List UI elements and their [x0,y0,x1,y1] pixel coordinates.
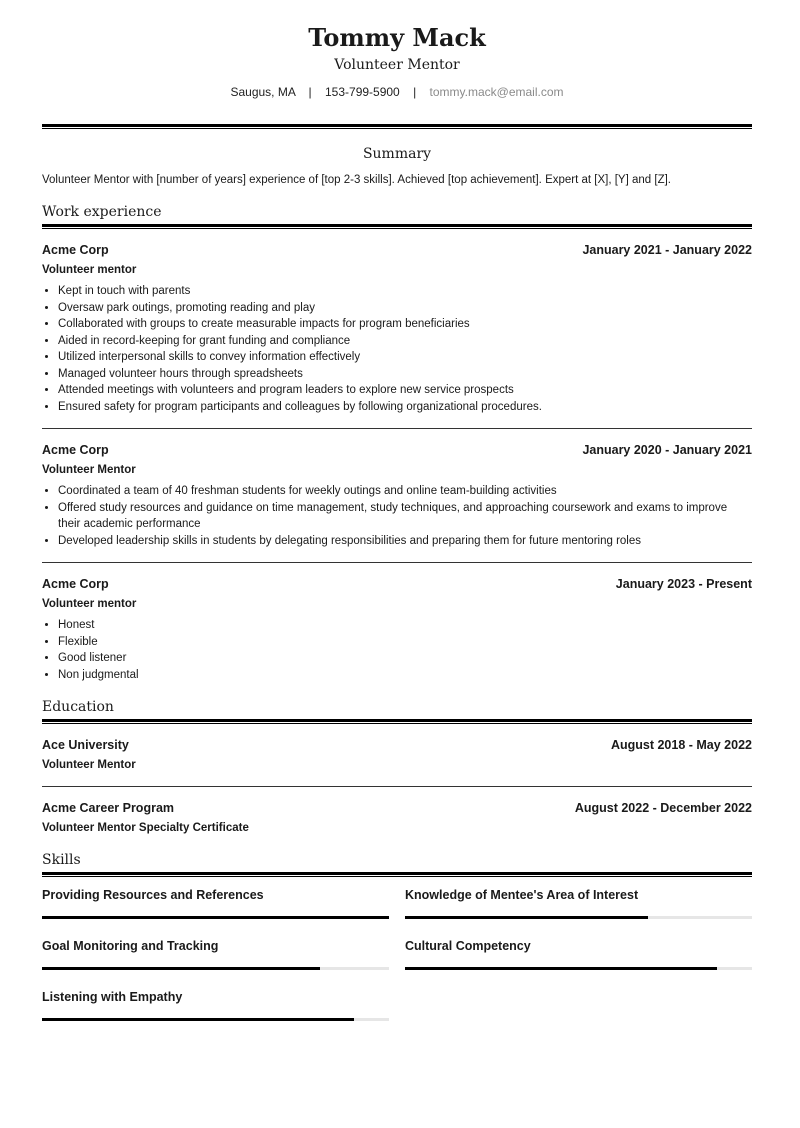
skill-level-bar [42,916,389,919]
employer-name: Acme Corp [42,243,109,257]
skill-name: Cultural Competency [405,939,531,953]
summary-text: Volunteer Mentor with [number of years] experience of [top 2-3 skills]. Achieved [top achievement]. Expert at [X], [Y] and [Z]. [42,174,671,186]
education-entry-header [42,800,752,816]
work-entry-header [42,576,752,592]
employment-dates: January 2021 - January 2022 [582,243,752,257]
employer-name: Acme Corp [42,577,109,591]
skill-level-bar [405,967,752,970]
education-heading: Education [42,699,114,715]
employer-name: Acme Corp [42,443,109,457]
work-entry [42,563,752,683]
skill-level-bar [42,1018,389,1021]
responsibility-item: • Offered study resources and guidance on time management, study techniques, and approaching coursework and exams to improve their academic performance [58,500,752,533]
responsibility-item: • Utilized interpersonal skills to convey information effectively [58,349,752,366]
skill-item [42,887,389,938]
summary-heading: Summary [362,146,432,162]
degree-title: Volunteer Mentor [42,759,136,771]
contact-separator: | [413,85,417,99]
responsibility-list [42,283,752,415]
responsibility-list [42,483,752,549]
skill-level-bar [42,967,389,970]
responsibility-item: • Non judgmental [58,667,752,684]
responsibility-item: • Aided in record-keeping for grant funding and compliance [58,333,752,350]
section-divider [42,872,752,877]
work-experience-section [42,203,752,683]
work-entry [42,429,752,563]
education-section [42,698,752,836]
responsibility-item: • Attended meetings with volunteers and program leaders to explore new service prospects [58,382,752,399]
responsibility-item: • Good listener [58,650,752,667]
education-entry [42,724,752,787]
location-text: Saugus, MA [230,85,296,99]
email-link[interactable]: tommy.mack@email.com [429,85,564,99]
education-entries [42,724,752,836]
work-entries [42,229,752,683]
contact-line [42,84,752,100]
skill-item [405,938,752,989]
institution-name: Acme Career Program [42,801,175,815]
work-entry [42,229,752,429]
skill-name: Knowledge of Mentee's Area of Interest [405,888,639,902]
skills-grid [42,887,752,1040]
work-experience-heading: Work experience [42,204,162,220]
work-entry-header [42,442,752,458]
skill-name: Providing Resources and References [42,888,264,902]
skill-level-fill [42,967,320,970]
skill-level-fill [42,1018,354,1021]
work-entry-header [42,242,752,258]
header-divider [42,124,752,129]
education-dates: August 2018 - May 2022 [610,738,752,752]
skill-item [42,938,389,989]
responsibility-item: • Flexible [58,634,752,651]
job-role: Volunteer mentor [42,598,137,610]
responsibility-item: • Developed leadership skills in students by delegating responsibilities and preparing them for future mentoring roles [58,533,752,550]
employment-dates: January 2020 - January 2021 [582,443,752,457]
education-entry [42,787,752,836]
skill-name: Listening with Empathy [42,990,183,1004]
skill-level-bar [405,916,752,919]
skill-level-fill [42,916,389,919]
responsibility-item: • Ensured safety for program participants and colleagues by following organizational procedures. [58,399,752,416]
skill-item [405,887,752,938]
candidate-title: Volunteer Mentor [334,57,460,73]
job-role: Volunteer Mentor [42,464,136,476]
phone-text: 153-799-5900 [325,85,400,99]
resume-header [42,0,752,100]
responsibility-item: • Kept in touch with parents [58,283,752,300]
responsibility-item: • Coordinated a team of 40 freshman students for weekly outings and online team-building activities [58,483,752,500]
responsibility-item: • Collaborated with groups to create measurable impacts for program beneficiaries [58,316,752,333]
education-dates: August 2022 - December 2022 [574,801,752,815]
degree-title: Volunteer Mentor Specialty Certificate [42,822,249,834]
skill-item [42,989,389,1040]
summary-section [42,145,752,188]
education-entry-header [42,737,752,753]
candidate-name: Tommy Mack [308,23,486,52]
skill-level-fill [405,916,648,919]
responsibility-item: • Honest [58,617,752,634]
job-role: Volunteer mentor [42,264,137,276]
skills-heading: Skills [42,852,81,868]
responsibility-item: • Managed volunteer hours through spreadsheets [58,366,752,383]
responsibility-list [42,617,752,683]
institution-name: Ace University [42,738,129,752]
responsibility-item: • Oversaw park outings, promoting reading and play [58,300,752,317]
skills-section [42,851,752,1040]
contact-separator: | [308,85,312,99]
skill-level-fill [405,967,717,970]
employment-dates: January 2023 - Present [615,577,752,591]
skill-name: Goal Monitoring and Tracking [42,939,219,953]
